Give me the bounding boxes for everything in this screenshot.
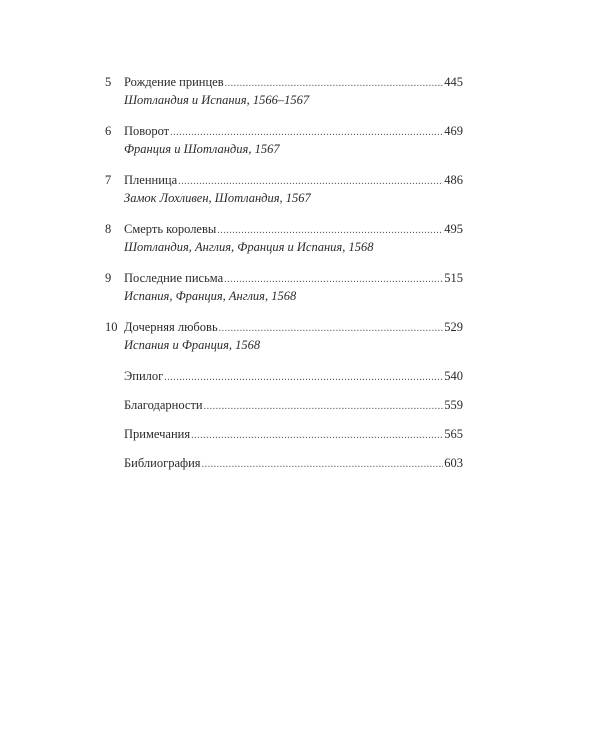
chapter-subtitle: Испания, Франция, Англия, 1568 bbox=[124, 289, 297, 303]
section-title: Благодарности bbox=[124, 398, 203, 412]
toc-line bbox=[105, 368, 463, 386]
chapter-number: 8 bbox=[105, 222, 112, 236]
toc-line bbox=[105, 397, 463, 415]
chapter-number: 9 bbox=[105, 271, 112, 285]
page-number: 515 bbox=[444, 271, 463, 285]
toc-line bbox=[105, 270, 463, 288]
toc-line bbox=[105, 172, 463, 190]
dot-leader bbox=[204, 399, 444, 415]
dot-leader bbox=[225, 76, 444, 92]
chapter-number: 5 bbox=[105, 75, 112, 89]
toc-chapter-entry[interactable] bbox=[105, 74, 463, 108]
page-number: 529 bbox=[444, 320, 463, 334]
toc-chapter-entry[interactable] bbox=[105, 221, 463, 255]
toc-back-matter-entry[interactable] bbox=[105, 455, 463, 473]
chapter-number: 6 bbox=[105, 124, 112, 138]
toc-line bbox=[105, 74, 463, 92]
dot-leader bbox=[178, 174, 443, 190]
section-title: Эпилог bbox=[124, 369, 164, 383]
dot-leader bbox=[217, 223, 443, 239]
toc-chapter-entry[interactable] bbox=[105, 123, 463, 157]
page-number: 469 bbox=[444, 124, 463, 138]
chapter-title: Смерть королевы bbox=[124, 222, 217, 236]
dot-leader bbox=[219, 321, 444, 337]
toc-chapter-entry[interactable] bbox=[105, 270, 463, 304]
toc-back-matter-entry[interactable] bbox=[105, 368, 463, 386]
toc-back-matter-entry[interactable] bbox=[105, 426, 463, 444]
dot-leader bbox=[224, 272, 443, 288]
page-number: 445 bbox=[444, 75, 463, 89]
chapter-number: 7 bbox=[105, 173, 112, 187]
dot-leader bbox=[170, 125, 443, 141]
chapter-subtitle: Франция и Шотландия, 1567 bbox=[124, 142, 280, 156]
chapter-title: Рождение принцев bbox=[124, 75, 224, 89]
page-number: 540 bbox=[444, 369, 463, 383]
chapter-number: 10 bbox=[105, 320, 118, 334]
page-number: 486 bbox=[444, 173, 463, 187]
toc-line bbox=[105, 319, 463, 337]
toc-line bbox=[105, 455, 463, 473]
toc-line bbox=[105, 221, 463, 239]
chapter-title: Пленница bbox=[124, 173, 178, 187]
chapter-subtitle: Испания и Франция, 1568 bbox=[124, 338, 261, 352]
page-number: 495 bbox=[444, 222, 463, 236]
chapter-subtitle: Шотландия, Англия, Франция и Испания, 1568 bbox=[124, 240, 374, 254]
chapter-title: Поворот bbox=[124, 124, 170, 138]
dot-leader bbox=[202, 457, 444, 473]
toc-line bbox=[105, 123, 463, 141]
dot-leader bbox=[164, 370, 443, 386]
toc-chapter-entry[interactable] bbox=[105, 319, 463, 353]
table-of-contents bbox=[105, 74, 463, 484]
chapter-title: Дочерняя любовь bbox=[124, 320, 218, 334]
page-number: 565 bbox=[444, 427, 463, 441]
toc-back-matter-entry[interactable] bbox=[105, 397, 463, 415]
toc-line bbox=[105, 426, 463, 444]
toc-chapter-entry[interactable] bbox=[105, 172, 463, 206]
chapter-subtitle: Шотландия и Испания, 1566–1567 bbox=[124, 93, 310, 107]
dot-leader bbox=[191, 428, 443, 444]
chapter-subtitle: Замок Лохливен, Шотландия, 1567 bbox=[124, 191, 311, 205]
section-title: Библиография bbox=[124, 456, 201, 470]
page-number: 603 bbox=[444, 456, 463, 470]
chapter-title: Последние письма bbox=[124, 271, 224, 285]
section-title: Примечания bbox=[124, 427, 191, 441]
page-number: 559 bbox=[444, 398, 463, 412]
